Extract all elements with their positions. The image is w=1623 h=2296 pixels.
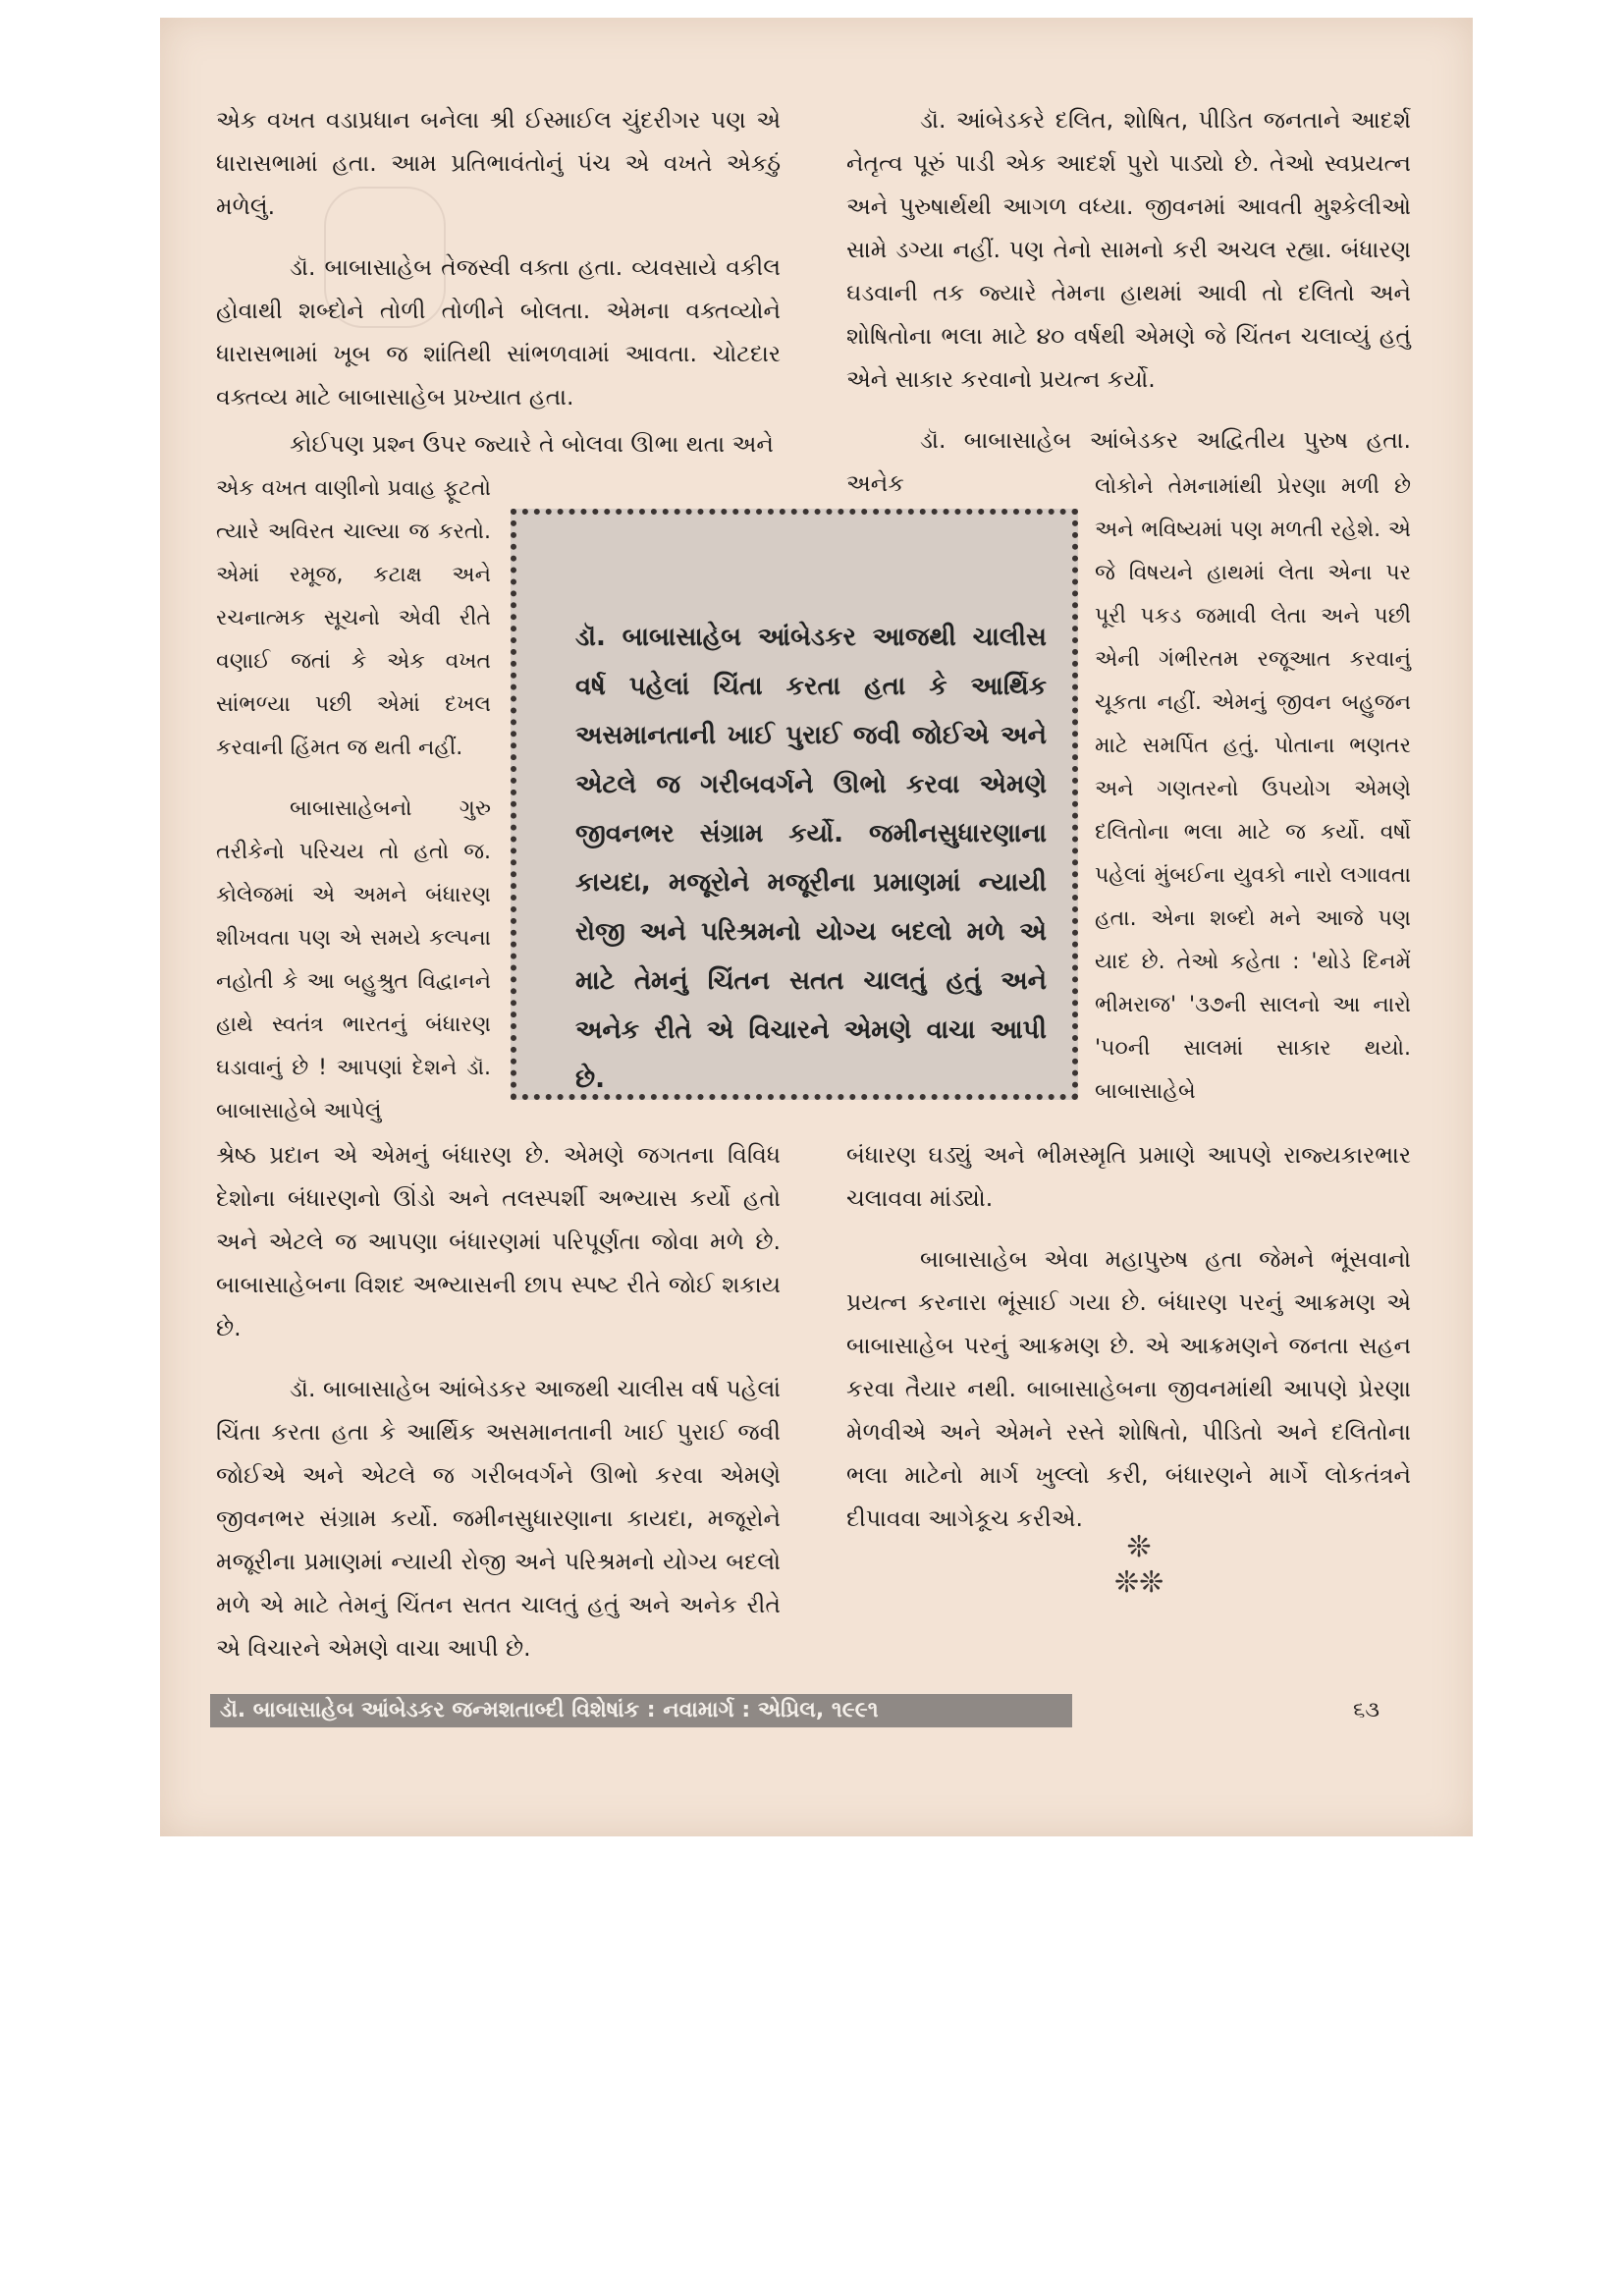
pull-quote-text: ડૉ. બાબાસાહેબ આંબેડકર આજથી ચાલીસ વર્ષ પહેલાં ચિંતા કરતા હતા કે આર્થિક અસમાનતાની ખાઈ પુરાઈ જવી જોઈએ અને એટલે જ ગરીબવર્ગને ઊભો કરવા એમણે જીવનભર સંગ્રામ કર્યો. જમીનસુધારણાના કાયદા, મજૂરોને મજૂરીના પ્રમાણમાં ન્યાયી રોજી અને પરિશ્રમનો યોગ્ય બદલો મળે એ માટે તેમનું ચિંતન સતત ચાલતું હતું અને અનેક રીતે એ વિચારને એમણે વાચા આપી છે. (575, 623, 1047, 1094)
left-column-bottom (216, 1133, 781, 1687)
footer-band: ડૉ. બાબાસાહેબ આંબેડકર જન્મશતાબ્દી વિશેષાંક : નવામાર્ગ : એપ્રિલ, ૧૯૯૧ (210, 1694, 1072, 1727)
paragraph: એક વખત વાણીનો પ્રવાહ ફૂટતો ત્યારે અવિરત ચાલ્યા જ કરતો. એમાં રમૂજ, કટાક્ષ અને રચનાત્મક સૂચનો એવી રીતે વણાઈ જતાં કે એક વખત સાંભળ્યા પછી એમાં દખલ કરવાની હિંમત જ થતી નહીં. (216, 476, 491, 760)
paragraph: બાબાસાહેબનો ગુરુ તરીકેનો પરિચય તો હતો જ. કોલેજમાં એ અમને બંધારણ શીખવતા પણ એ સમયે કલ્પના નહોતી કે આ બહુશ્રુત વિદ્વાનને હાથે સ્વતંત્ર ભારતનું બંધારણ ઘડાવાનું છે ! આપણાં દેશને ડૉ. બાબાસાહેબે આપેલું (216, 796, 491, 1123)
pull-quote-box (511, 509, 1078, 1100)
page-number: ૬૩ (1353, 1698, 1380, 1722)
paragraph: કોઈપણ પ્રશ્ન ઉપર જ્યારે તે બોલવા ઊભા થતા અને (290, 430, 774, 458)
end-ornament (1090, 1530, 1188, 1601)
ornament-star-icon: ❊ (1126, 1530, 1152, 1564)
paragraph: ડૉ. બાબાસાહેબ આંબેડકર આજથી ચાલીસ વર્ષ પહેલાં ચિંતા કરતા હતા કે આર્થિક અસમાનતાની ખાઈ પુરાઈ જવી જોઈએ અને એટલે જ ગરીબવર્ગને ઊભો કરવા એમણે જીવનભર સંગ્રામ કર્યો. જમીનસુધારણાના કાયદા, મજૂરોને મજૂરીના પ્રમાણમાં ન્યાયી રોજી અને પરિશ્રમનો યોગ્ય બદલો મળે એ માટે તેમનું ચિંતન સતત ચાલતું હતું અને અનેક રીતે એ વિચારને એમણે વાચા આપી છે. (216, 1375, 781, 1662)
left-column-narrow (216, 467, 491, 1151)
paragraph: લોકોને તેમનામાંથી પ્રેરણા મળી છે અને ભવિષ્યમાં પણ મળતી રહેશે. એ જે વિષયને હાથમાં લેતા એના પર પૂરી પકડ જમાવી લેતા અને પછી એની ગંભીરતમ રજૂઆત કરવાનું ચૂકતા નહીં. એમનું જીવન બહુજન માટે સમર્પિત હતું. પોતાના ભણતર અને ગણતરનો ઉપયોગ એમણે દલિતોના ભલા માટે જ કર્યો. વર્ષો પહેલાં મુંબઈના યુવકો નારો લગાવતા હતા. એના શબ્દો મને આજે પણ યાદ છે. તેઓ કહેતા : 'થોડે દિનમેં ભીમરાજ' '૩૭ની સાલનો આ નારો '૫૦ની સાલમાં સાકાર થયો. બાબાસાહેબે (1095, 474, 1411, 1104)
right-column-bottom (846, 1133, 1411, 1558)
left-column-top (216, 98, 781, 436)
paragraph: બંધારણ ઘડ્યું અને ભીમસ્મૃતિ પ્રમાણે આપણે રાજ્યકારભાર ચલાવવા માંડ્યો. (846, 1141, 1411, 1212)
paragraph: એક વખત વડાપ્રધાન બનેલા શ્રી ઈસ્માઈલ ચુંદરીગર પણ એ ધારાસભામાં હતા. આમ પ્રતિભાવંતોનું પંચ એ વખતે એકઠું મળેલું. (216, 106, 781, 220)
paragraph: ડૉ. આંબેડકરે દલિત, શોષિત, પીડિત જનતાને આદર્શ નેતૃત્વ પૂરું પાડી એક આદર્શ પુરો પાડ્યો છે. તેઓ સ્વપ્રયત્ન અને પુરુષાર્થથી આગળ વધ્યા. જીવનમાં આવતી મુશ્કેલીઓ સામે ડગ્યા નહીં. પણ તેનો સામનો કરી અચલ રહ્યા. બંધારણ ઘડવાની તક જ્યારે તેમના હાથમાં આવી તો દલિતો અને શોષિતોના ભલા માટે ૪૦ વર્ષથી એમણે જે ચિંતન ચલાવ્યું હતું એને સાકાર કરવાનો પ્રયત્ન કર્યો. (846, 106, 1411, 393)
right-column-narrow (1095, 465, 1411, 1131)
ornament-stars-icon: ❊❊ (1113, 1565, 1164, 1600)
paragraph: ડૉ. બાબાસાહેબ તેજસ્વી વક્તા હતા. વ્યવસાયે વકીલ હોવાથી શબ્દોને તોળી તોળીને બોલતા. એમના વક્તવ્યોને ધારાસભામાં ખૂબ જ શાંતિથી સાંભળવામાં આવતા. ચોટદાર વક્તવ્ય માટે બાબાસાહેબ પ્રખ્યાત હતા. (216, 253, 781, 410)
paragraph: બાબાસાહેબ એવા મહાપુરુષ હતા જેમને ભૂંસવાનો પ્રયત્ન કરનારા ભૂંસાઈ ગયા છે. બંધારણ પરનું આક્રમણ એ બાબાસાહેબ પરનું આક્રમણ છે. એ આક્રમણને જનતા સહન કરવા તૈયાર નથી. બાબાસાહેબના જીવનમાંથી આપણે પ્રેરણા મેળવીએ અને એમને રસ્તે શોષિતો, પીડિતો અને દલિતોના ભલા માટેનો માર્ગ ખુલ્લો કરી, બંધારણને માર્ગે લોકતંત્રને દીપાવવા આગેકૂચ કરીએ. (846, 1245, 1411, 1532)
paragraph: શ્રેષ્ઠ પ્રદાન એ એમનું બંધારણ છે. એમણે જગતના વિવિધ દેશોના બંધારણનો ઊંડો અને તલસ્પર્શી અભ્યાસ કર્યો હતો અને એટલે જ આપણા બંધારણમાં પરિપૂર્ણતા જોવા મળે છે. બાબાસાહેબના વિશદ અભ્યાસની છાપ સ્પષ્ટ રીતે જોઈ શકાય છે. (216, 1141, 781, 1341)
paragraph: ડૉ. બાબાસાહેબ આંબેડકર અદ્વિતીય પુરુષ હતા. અનેક (846, 426, 1411, 497)
right-column-top (846, 98, 1411, 522)
